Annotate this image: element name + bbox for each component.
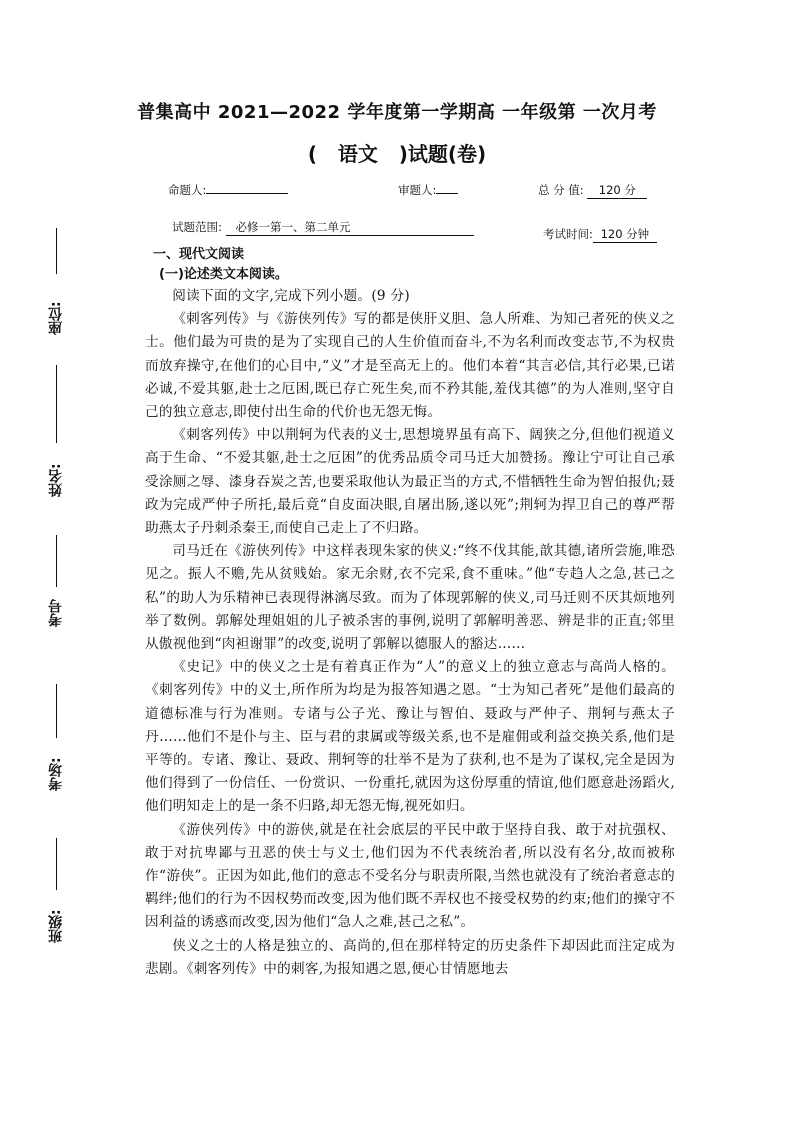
seat-label: 座位:	[48, 301, 64, 335]
instruction-text: 阅读下面的文字,完成下列小题。(9 分)	[172, 288, 410, 304]
exam-title: 普集高中 2021—2022 学年度第一学期高 一年级第 一次月考	[137, 102, 657, 123]
passage-paragraph-6: 侠义之士的人格是独立的、高尚的,但在那样特定的历史条件下却因此而注定成为悲剧。《刺客列传》中的刺客,为报知遇之恩,便心甘情愿地去	[145, 937, 675, 977]
reading-section	[145, 245, 675, 981]
class-field	[46, 838, 68, 1038]
exam-room-label: 考场:	[48, 757, 64, 791]
proposer-value	[206, 193, 288, 194]
total-score-field	[538, 182, 647, 199]
passage-paragraph-5: 《游侠列传》中的游侠,就是在社会底层的平民中敢于坚持自我、敢于对抗强权、敢于对抗卑鄙与丑恶的侠士与义士,他们因为不代表统治者,所以没有名分,故而被称作“游侠”。正因为如此,他们的意志不受名分与职责所限,当然也就没有了统治者意志的羁绊;他们的行为不因权势而改变,因为他们既不弄权也不接受权势的约束;他们的操守不因利益的诱惑而改变,因为他们“急人之难,甚己之私”。	[145, 821, 675, 931]
subpart-heading: (一)论述类文本阅读。	[159, 267, 288, 282]
exam-time-value: 120 分钟	[593, 226, 657, 243]
proposer-field	[168, 182, 288, 198]
scope-value: 必修一第一、第二单元	[226, 219, 474, 236]
total-score-label: 总 分 值:	[538, 183, 584, 197]
reviewer-field	[398, 182, 458, 198]
exam-time-field	[543, 226, 657, 243]
proposer-label: 命题人:	[168, 183, 207, 197]
class-label: 班级:	[48, 909, 64, 943]
scope-field	[172, 219, 474, 236]
total-score-value: 120 分	[587, 182, 647, 199]
passage-paragraph-4: 《史记》中的侠义之士是有着真正作为“人”的意义上的独立意志与高尚人格的。《刺客列传》中的义士,所作所为均是为报答知遇之恩。“士为知己者死”是他们最高的道德标准与行为准则。专诸与公子光、豫让与智伯、聂政与严仲子、荆轲与燕太子丹……他们不是仆与主、臣与君的隶属或等级关系,也不是雇佣或利益交换关系,他们是平等的。专诸、豫让、聂政、荆轲等的壮举不是为了获利,也不是为了谋权,完全是因为他们得到了一份信任、一份赏识、一份重托,就因为这份厚重的情谊,他们愿意赴汤蹈火,他们明知走上的是一条不归路,却无怨无悔,视死如归。	[145, 659, 675, 815]
name-label: 姓名:	[48, 463, 64, 497]
passage-paragraph-2: 《刺客列传》中以荆轲为代表的义士,思想境界虽有高下、阔狭之分,但他们视道义高于生命、“不爱其躯,赴士之厄困”的优秀品质令司马迁大加赞扬。豫让宁可让自己承受涂厕之辱、漆身吞炭之苦,也要采取他认为最正当的方式,不惜牺牲生命为智伯报仇;聂政为完成严仲子所托,最后竟“自皮面决眼,自屠出肠,遂以死”;荆轲为捍卫自己的尊严帮助燕太子丹刺杀秦王,而使自己走上了不归路。	[145, 427, 675, 537]
part-heading: 一、现代文阅读	[153, 247, 245, 262]
exam-time-label: 考试时间:	[543, 227, 593, 241]
passage-paragraph-3: 司马迁在《游侠列传》中这样表现朱家的侠义:“终不伐其能,歆其德,诸所尝施,唯恐见之。振人不赡,先从贫贱始。家无余财,衣不完采,食不重味。”他“专趋人之急,甚己之私”的助人为乐精神已表现得淋漓尽致。而为了体现郭解的侠义,司马迁则不厌其烦地列举了数例。郭解处理姐姐的儿子被杀害的事例,说明了郭解明善恶、辨是非的正直;邻里从傲视他到“肉袒谢罪”的改变,说明了郭解以德服人的豁达……	[145, 543, 675, 653]
reviewer-label: 审题人:	[398, 183, 437, 197]
exam-number-label: 考号	[48, 599, 64, 627]
reviewer-value	[436, 193, 458, 194]
passage-paragraph-1: 《刺客列传》与《游侠列传》写的都是侠肝义胆、急人所难、为知己者死的侠义之士。他们最为可贵的是为了实现自己的人生价值而奋斗,不为名利而改变志节,不为权贵而放弃操守,在他们的心目中,“义”才是至高无上的。他们本着“其言必信,其行必果,已诺必诚,不爱其躯,赴士之厄困,既已存亡死生矣,而不矜其能,羞伐其德”的为人准则,坚守自己的独立意志,即使付出生命的代价也无怨无悔。	[145, 311, 675, 421]
scope-label: 试题范围:	[172, 220, 222, 234]
subject-title: ( 语文 )试题(卷)	[307, 142, 487, 166]
